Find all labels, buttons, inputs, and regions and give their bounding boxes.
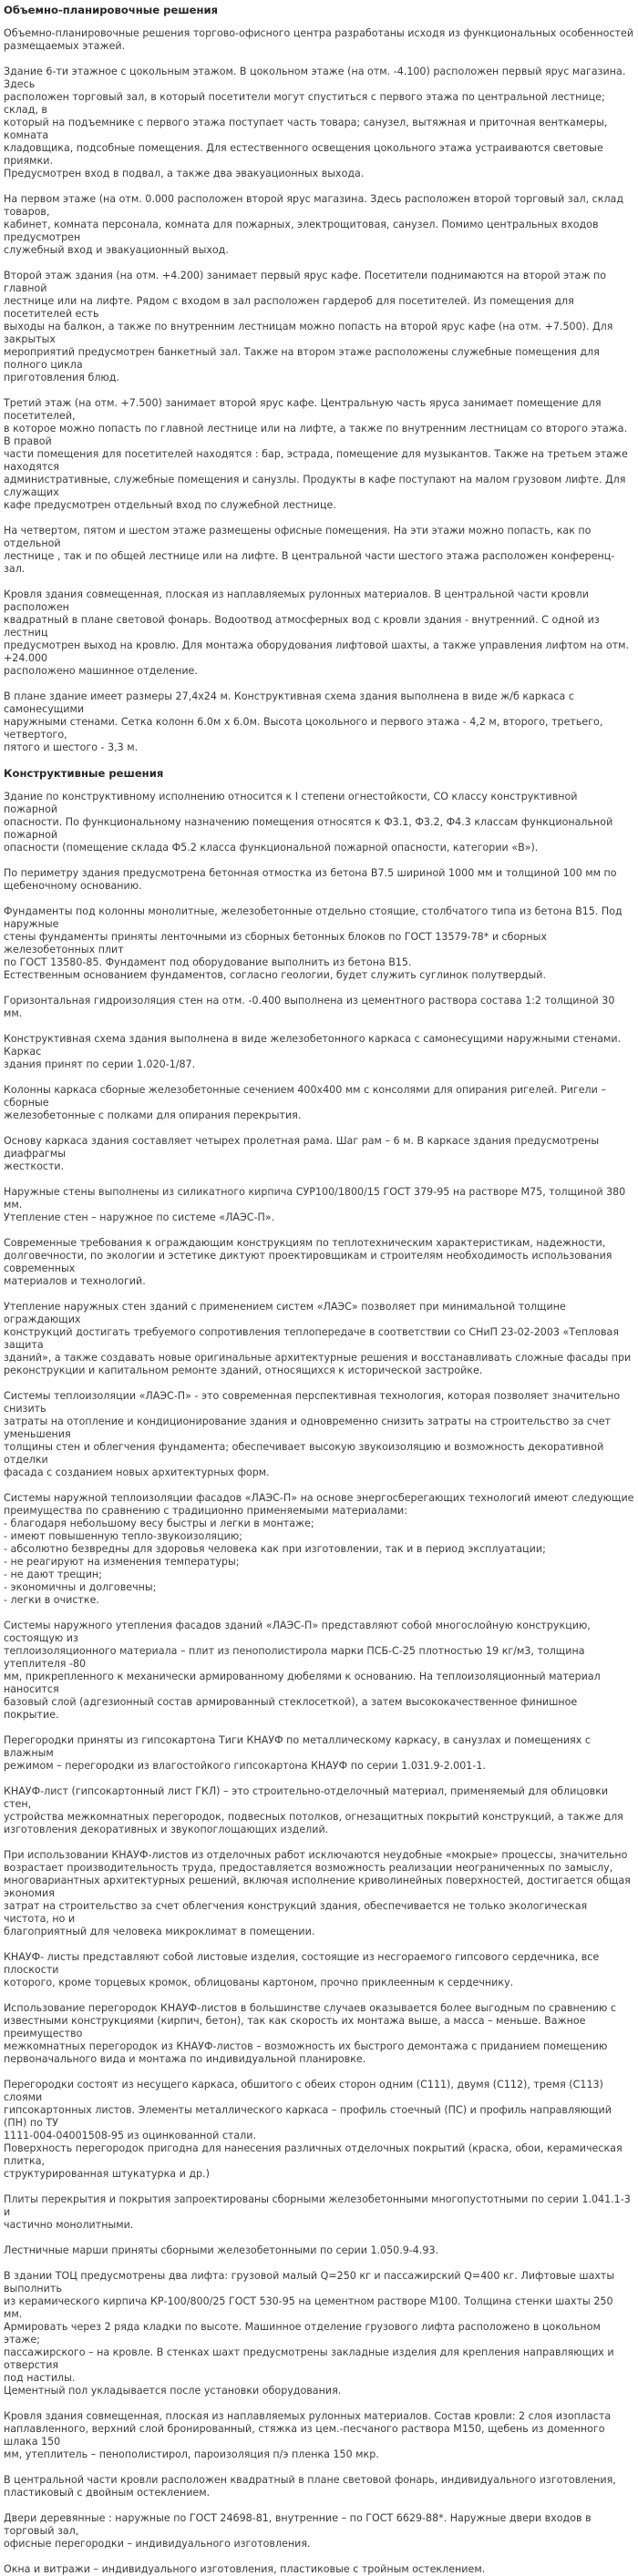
paragraph-line: материалов и технологий. [4, 1275, 146, 1287]
paragraph-line: структурированная штукатурка и др.) [4, 2168, 210, 2180]
paragraph-line: под настилы. [4, 2372, 76, 2384]
heading-text: Объемно-планировочные решения [4, 4, 219, 16]
paragraph-line: - экономичны и долговечны; [4, 1581, 157, 1593]
paragraph-line: Конструктивная схема здания выполнена в виде железобетонного каркаса с самонесущими наружными стенами. Каркас [4, 1033, 624, 1058]
paragraph [4, 690, 634, 754]
paragraph-line: По периметру здания предусмотрена бетонная отмостка из бетона В7.5 шириной 1000 мм и толщиной 100 мм по [4, 867, 617, 879]
paragraph-line: Горизонтальная гидроизоляция стен на отм. -0.400 выполнена из цементного раствора состава 1:2 толщиной 30 мм. [4, 995, 618, 1019]
paragraph-line: опасности. По функциональному назначению помещения относятся к Ф3.1, Ф3.2, Ф4.3 классам функциональной пожарной [4, 816, 616, 841]
paragraph-line: затраты на отопление и кондиционирование здания и одновременно снизить затраты на строительство за счет уменьшения [4, 1416, 614, 1440]
paragraph-line: расположено машинное отделение. [4, 665, 198, 677]
paragraph-line: благоприятный для человека микроклимат в помещении. [4, 1926, 315, 1937]
paragraph-line: Системы теплоизоляции «ЛАЭС-П» - это современная перспективная технология, которая позволяет значительно снизить [4, 1390, 623, 1415]
paragraph-line: административные, служебные помещения и санузлы. Продукты в кафе поступают на малом грузовом лифте. Для служащих [4, 474, 629, 498]
paragraph-line: межкомнатных перегородок из КНАУФ-листов – возможность их быстрого демонтажа с приданием помещению [4, 2040, 608, 2052]
paragraph [4, 2270, 634, 2397]
paragraph [4, 27, 634, 53]
paragraph-line: - абсолютно безвредны для здоровья человека как при изготовлении, так и в период эксплуатации; [4, 1543, 546, 1555]
paragraph-line: мм, прикрепленного к механически армированному дюбелями к основанию. На теплоизоляционный материал наносится [4, 1671, 604, 1695]
paragraph [4, 1849, 634, 1938]
paragraph-line: Системы наружной теплоизоляции фасадов «ЛАЭС-П» на основе энергосберегающих технологий имеют следующие [4, 1492, 634, 1504]
paragraph-line: КНАУФ- листы представляют собой листовые изделия, состоящие из несгораемого гипсового сердечника, все плоскости [4, 1951, 602, 1976]
paragraph [4, 525, 634, 576]
paragraph-line: наружными стенами. Сетка колонн 6.0м х 6.0м. Высота цокольного и первого этажа - 4,2 м, второго, третьего, четвертого, [4, 716, 606, 741]
paragraph-line: щебеночному основанию. [4, 880, 142, 892]
paragraph-line: КНАУФ-лист (гипсокартонный лист ГКЛ) – это строительно-отделочный материал, применяемый для облицовки стен, [4, 1785, 612, 1810]
paragraph-line: кафе предусмотрен отдельный вход по служебной лестнице. [4, 499, 336, 511]
paragraph-line: здания принят по серии 1.020-1/87. [4, 1058, 196, 1070]
paragraph-line: пятого и шестого - 3,3 м. [4, 741, 139, 753]
paragraph-line: долговечности, по экологии и эстетике диктуют проектировщикам и строителям необходимость использования современных [4, 1250, 615, 1274]
paragraph-line: в которое можно попасть по главной лестнице или на лифте, а также по внутренним лестницам со второго этажа. В правой [4, 423, 631, 447]
section-heading [4, 767, 634, 780]
paragraph-line: Современные требования к ограждающим конструкциям по теплотехническим характеристикам, надежности, [4, 1237, 606, 1249]
paragraph-line: зданий», а также создавать новые оригинальные архитектурные решения и восстанавливать сложные фасады при [4, 1352, 632, 1364]
paragraph-line: выходы на балкон, а также по внутренним лестницам можно попасть на второй ярус кафе (на отм. +7.500). Для закрытых [4, 321, 616, 345]
paragraph-line: базовый слой (адгезионный состав армированный стеклосеткой), а затем высококачественное финишное покрытие. [4, 1696, 581, 1721]
paragraph-line: - благодаря небольшому весу быстры и легки в монтаже; [4, 1518, 314, 1529]
paragraph [4, 2193, 634, 2232]
paragraph [4, 588, 634, 678]
paragraph-line: Плиты перекрытия и покрытия запроектированы сборными железобетонными многопустотными по серии 1.041.1-3 и [4, 2193, 634, 2218]
paragraph-line: Цементный пол укладывается после установки оборудования. [4, 2385, 342, 2397]
paragraph-line: Утепление стен – наружное по системе «ЛАЭС-П». [4, 1211, 275, 1223]
paragraph-line: - легки в очистке. [4, 1594, 99, 1606]
paragraph-line: расположен торговый зал, в который посетители могут спуститься с первого этажа по центральной лестнице; склад, в [4, 91, 609, 116]
paragraph-line: пластиковый с двойным остеклением. [4, 2487, 211, 2499]
paragraph-line: Предусмотрен вход в подвал, а также два эвакуационных выхода. [4, 168, 365, 179]
paragraph-line: фасада с созданием новых архитектурных форм. [4, 1467, 270, 1478]
paragraph-line: мм, утеплитель – пенополистирол, пароизоляция п/э пленка 150 мкр. [4, 2448, 379, 2460]
paragraph-line: первоначального вида и монтажа по индивидуальной планировке. [4, 2053, 366, 2065]
paragraph-line: жесткости. [4, 1160, 65, 1172]
paragraph-line: квадратный в плане световой фонарь. Водоотвод атмосферных вод с кровли здания - внутренний. С одной из лестниц [4, 614, 603, 639]
paragraph-line: кабинет, комната персонала, комната для пожарных, электрощитовая, санузел. Помимо центральных входов предусмотрен [4, 219, 602, 243]
paragraph-line: Двери деревянные : наружные по ГОСТ 24698-81, внутренние – по ГОСТ 6629-88*. Наружные двери входов в торговый зал, [4, 2512, 595, 2537]
paragraph [4, 193, 634, 257]
paragraph-line: возрастает производительность труда, предоставляется возможность реализации неограниченных по замыслу, [4, 1862, 613, 1874]
paragraph-line: Наружные стены выполнены из силикатного кирпича СУР100/1800/15 ГОСТ 379-95 на растворе М75, толщиной 380 мм. [4, 1186, 629, 1211]
paragraph-line: толщины стен и облегчения фундамента; обеспечивает высокую звукоизоляцию и возможность декоративной отделки [4, 1441, 607, 1466]
paragraph-line: При использовании КНАУФ-листов из отделочных работ исключаются неудобные «мокрые» процессы, значительно [4, 1849, 628, 1861]
paragraph-line: размещаемых этажей. [4, 40, 126, 52]
paragraph-line: Здание 6-ти этажное с цокольным этажом. В цокольном этаже (на отм. -4.100) расположен первый ярус магазина. Здесь [4, 66, 629, 90]
paragraph-line: гипсокартонных листов. Элементы металлического каркаса – профиль стоечный (ПС) и профиль направляющий (ПН) по ТУ [4, 2104, 615, 2129]
paragraph [4, 791, 634, 854]
paragraph-line: преимущества по сравнению с традиционно применяемыми материалами: [4, 1505, 407, 1517]
paragraph [4, 1951, 634, 1989]
paragraph-line: лестнице или на лифте. Рядом с входом в зал расположен гардероб для посетителей. Из помещения для посетителей есть [4, 295, 578, 320]
paragraph-line: стены фундаменты приняты ленточными из сборных бетонных блоков по ГОСТ 13579-78* и сборных железобетонных плит [4, 931, 551, 956]
paragraph-line: пассажирского – на кровле. В стенках шахт предусмотрены закладные изделия для крепления направляющих и отверстия [4, 2346, 618, 2371]
paragraph-line: Кровля здания совмещенная, плоская из наплавляемых рулонных материалов. Состав кровли: 2 слоя изопласта [4, 2410, 612, 2422]
paragraph-line: части помещения для посетителей находятся : бар, эстрада, помещение для музыкантов. Также на третьем этаже находятся [4, 448, 632, 473]
paragraph-line: офисные перегородки – индивидуального изготовления. [4, 2538, 311, 2550]
paragraph-line: Третий этаж (на отм. +7.500) занимает второй ярус кафе. Центральную часть яруса занимает помещение для посетителей, [4, 397, 605, 422]
paragraph [4, 397, 634, 512]
paragraph-line: На первом этаже (на отм. 0.000 расположен второй ярус магазина. Здесь расположен второй торговый зал, склад товаров, [4, 193, 627, 218]
paragraph-line: который на подъемнике с первого этажа поступает часть товара; санузел, вытяжная и приточная венткамеры, комната [4, 117, 611, 141]
paragraph-line: Армировать через 2 ряда кладки по высоте. Машинное отделение грузового лифта расположено в цокольном этаже; [4, 2321, 604, 2346]
paragraph-line: режимом – перегородки из влагостойкого гипсокартона КНАУФ по серии 1.031.9-2.001-1. [4, 1760, 486, 1772]
paragraph-line: В центральной части кровли расположен квадратный в плане световой фонарь, индивидуального изготовления, [4, 2474, 616, 2486]
paragraph-line: предусмотрен выход на кровлю. Для монтажа оборудования лифтовой шахты, а также управления лифтом на отм. +24.000 [4, 639, 633, 664]
paragraph-line: устройства межкомнатных перегородок, подвесных потолков, огнезащитных покрытий конструкций, а также для [4, 1811, 623, 1823]
paragraph-line: Перегородки приняты из гипсокартона Тиги КНАУФ по металлическому каркасу, в санузлах и помещениях с влажным [4, 1734, 594, 1759]
heading-text: Конструктивные решения [4, 767, 164, 780]
paragraph-line: В плане здание имеет размеры 27,4х24 м. Конструктивная схема здания выполнена в виде ж/б каркаса с самонесущими [4, 690, 578, 715]
paragraph [4, 2244, 634, 2257]
paragraph-line: Лестничные марши приняты сборными железобетонными по серии 1.050.9-4.93. [4, 2244, 439, 2256]
paragraph-line: Здание по конструктивному исполнению относится к I степени огнестойкости, СО классу конструктивной пожарной [4, 791, 581, 815]
paragraph-line: 1111-004-04001508-95 из оцинкованной стали. [4, 2130, 257, 2142]
paragraph [4, 1734, 634, 1773]
paragraph-line: На четвертом, пятом и шестом этаже размещены офисные помещения. На эти этажи можно попасть, как по отдельной [4, 525, 594, 549]
paragraph-line: опасности (помещение склада Ф5.2 класса функциональной пожарной опасности, категории «В»). [4, 842, 539, 854]
paragraph-line: конструкций достигать требуемого сопротивления теплопередаче в соответствии со СНиП 23-02-2003 «Тепловая защита [4, 1326, 623, 1351]
paragraph [4, 2512, 634, 2550]
section-heading [4, 4, 634, 16]
paragraph-line: железобетонные с полками для опирания перекрытия. [4, 1109, 302, 1121]
paragraph [4, 1186, 634, 1224]
paragraph-line: Поверхность перегородок пригодна для нанесения различных отделочных покрытий (краска, обои, керамическая плитка, [4, 2142, 626, 2167]
paragraph-line: - не реагируют на изменения температуры; [4, 1556, 240, 1568]
paragraph-line: - не дают трещин; [4, 1569, 102, 1580]
paragraph [4, 66, 634, 180]
paragraph-line: реконструкции и капитальном ремонте зданий, относящихся к исторической застройке. [4, 1365, 483, 1376]
paragraph [4, 995, 634, 1020]
paragraph-line: частично монолитными. [4, 2219, 134, 2231]
paragraph [4, 1237, 634, 1288]
paragraph-line: которого, кроме торцевых кромок, облицованы картоном, прочно приклеенным к сердечнику. [4, 1977, 514, 1988]
paragraph-line: Объемно-планировочные решения торгово-офисного центра разработаны исходя из функциональных особенностей [4, 27, 634, 39]
paragraph [4, 905, 634, 982]
paragraph-line: Фундаменты под колонны монолитные, железобетонные отдельно стоящие, столбчатого типа из бетона В15. Под наружные [4, 905, 626, 930]
paragraph-line: В здании ТОЦ предусмотрены два лифта: грузовой малый Q=250 кг и пассажирский Q=400 кг. Лифтовые шахты выполнить [4, 2270, 618, 2295]
paragraph [4, 867, 634, 893]
paragraph [4, 1785, 634, 1836]
paragraph [4, 1135, 634, 1173]
paragraph [4, 2474, 634, 2499]
paragraph-line: кладовщика, подсобные помещения. Для естественного освещения цокольного этажа устраиваются световые приямки. [4, 142, 607, 167]
paragraph [4, 1390, 634, 1479]
paragraph-line: затрат на строительство за счет облегчения конструкций здания, обеспечивается не только экологическая чистота, но и [4, 1900, 591, 1925]
paragraph-line: наплавленного, верхний слой бронированный, стяжка из цем.-песчаного раствора М150, щебень из доменного шлака 150 [4, 2423, 609, 2448]
paragraph-line: Второй этаж здания (на отм. +4.200) занимает первый ярус кафе. Посетители поднимаются на второй этаж по главной [4, 270, 610, 294]
paragraph [4, 1492, 634, 1607]
paragraph-line: Естественным основанием фундаментов, согласно геологии, будет служить суглинок полутвердый. [4, 969, 547, 981]
paragraph [4, 1033, 634, 1071]
paragraph-line: известными конструкциями (кирпич, бетон), так как скорость их монтажа выше, а масса – меньше. Важное преимущество [4, 2015, 589, 2039]
paragraph-line: лестнице , так и по общей лестнице или на лифте. В центральной части шестого этажа расположен конференц-зал. [4, 550, 615, 575]
paragraph-line: Колонны каркаса сборные железобетонные сечением 400х400 мм с консолями для опирания ригелей. Ригели – сборные [4, 1084, 610, 1109]
paragraph-line: Утепление наружных стен зданий с применением систем «ЛАЭС» позволяет при минимальной толщине ограждающих [4, 1301, 570, 1325]
paragraph-line: Системы наружного утепления фасадов зданий «ЛАЭС-П» представляют собой многослойную конструкцию, состоящую из [4, 1620, 594, 1644]
paragraph [4, 2002, 634, 2066]
paragraph-line: служебный вход и эвакуационный выход. [4, 244, 229, 256]
paragraph-line: Использование перегородок КНАУФ-листов в большинстве случаев оказывается более выгодным по сравнению с [4, 2002, 617, 2014]
paragraph-line: изготовления декоративных и звукопоглощающих изделий. [4, 1824, 329, 1835]
paragraph [4, 270, 634, 384]
paragraph [4, 2079, 634, 2181]
paragraph [4, 1084, 634, 1122]
paragraph-line: Кровля здания совмещенная, плоская из наплавляемых рулонных материалов. В центральной части кровли расположен [4, 588, 592, 613]
paragraph-line: Основу каркаса здания составляет четырех пролетная рама. Шаг рам – 6 м. В каркасе здания предусмотрены диафрагмы [4, 1135, 602, 1160]
paragraph-line: по ГОСТ 13580-85. Фундамент под оборудование выполнить из бетона В15. [4, 956, 412, 968]
paragraph-line: многовариантных архитектурных решений, включая исполнение криволинейных поверхностей, достигается общая экономия [4, 1875, 634, 1899]
paragraph-line: - имеют повышенную тепло-звукоизоляцию; [4, 1530, 242, 1542]
paragraph-line: теплоизоляционного материала – плит из пенополистирола марки ПСБ-С-25 плотностью 19 кг/м3, толщина утеплителя -80 [4, 1645, 589, 1670]
paragraph-line: Перегородки состоят из несущего каркаса, обшитого с обеих сторон одним (С111), двумя (С112), тремя (С113) слоями [4, 2079, 607, 2103]
paragraph [4, 2410, 634, 2461]
paragraph-line: Окна и витражи – индивидуального изготовления, пластиковые с тройным остеклением. [4, 2563, 486, 2575]
paragraph-line: из керамического кирпича КР-100/800/25 ГОСТ 530-95 на цементном растворе М100. Толщина стенки шахты 250 мм. [4, 2295, 617, 2320]
paragraph [4, 1301, 634, 1377]
paragraph-line: приготовления блюд. [4, 372, 119, 383]
paragraph [4, 2563, 634, 2576]
paragraph-line: мероприятий предусмотрен банкетный зал. Также на втором этаже расположены служебные помещения для полного цикла [4, 346, 603, 371]
paragraph [4, 1620, 634, 1722]
